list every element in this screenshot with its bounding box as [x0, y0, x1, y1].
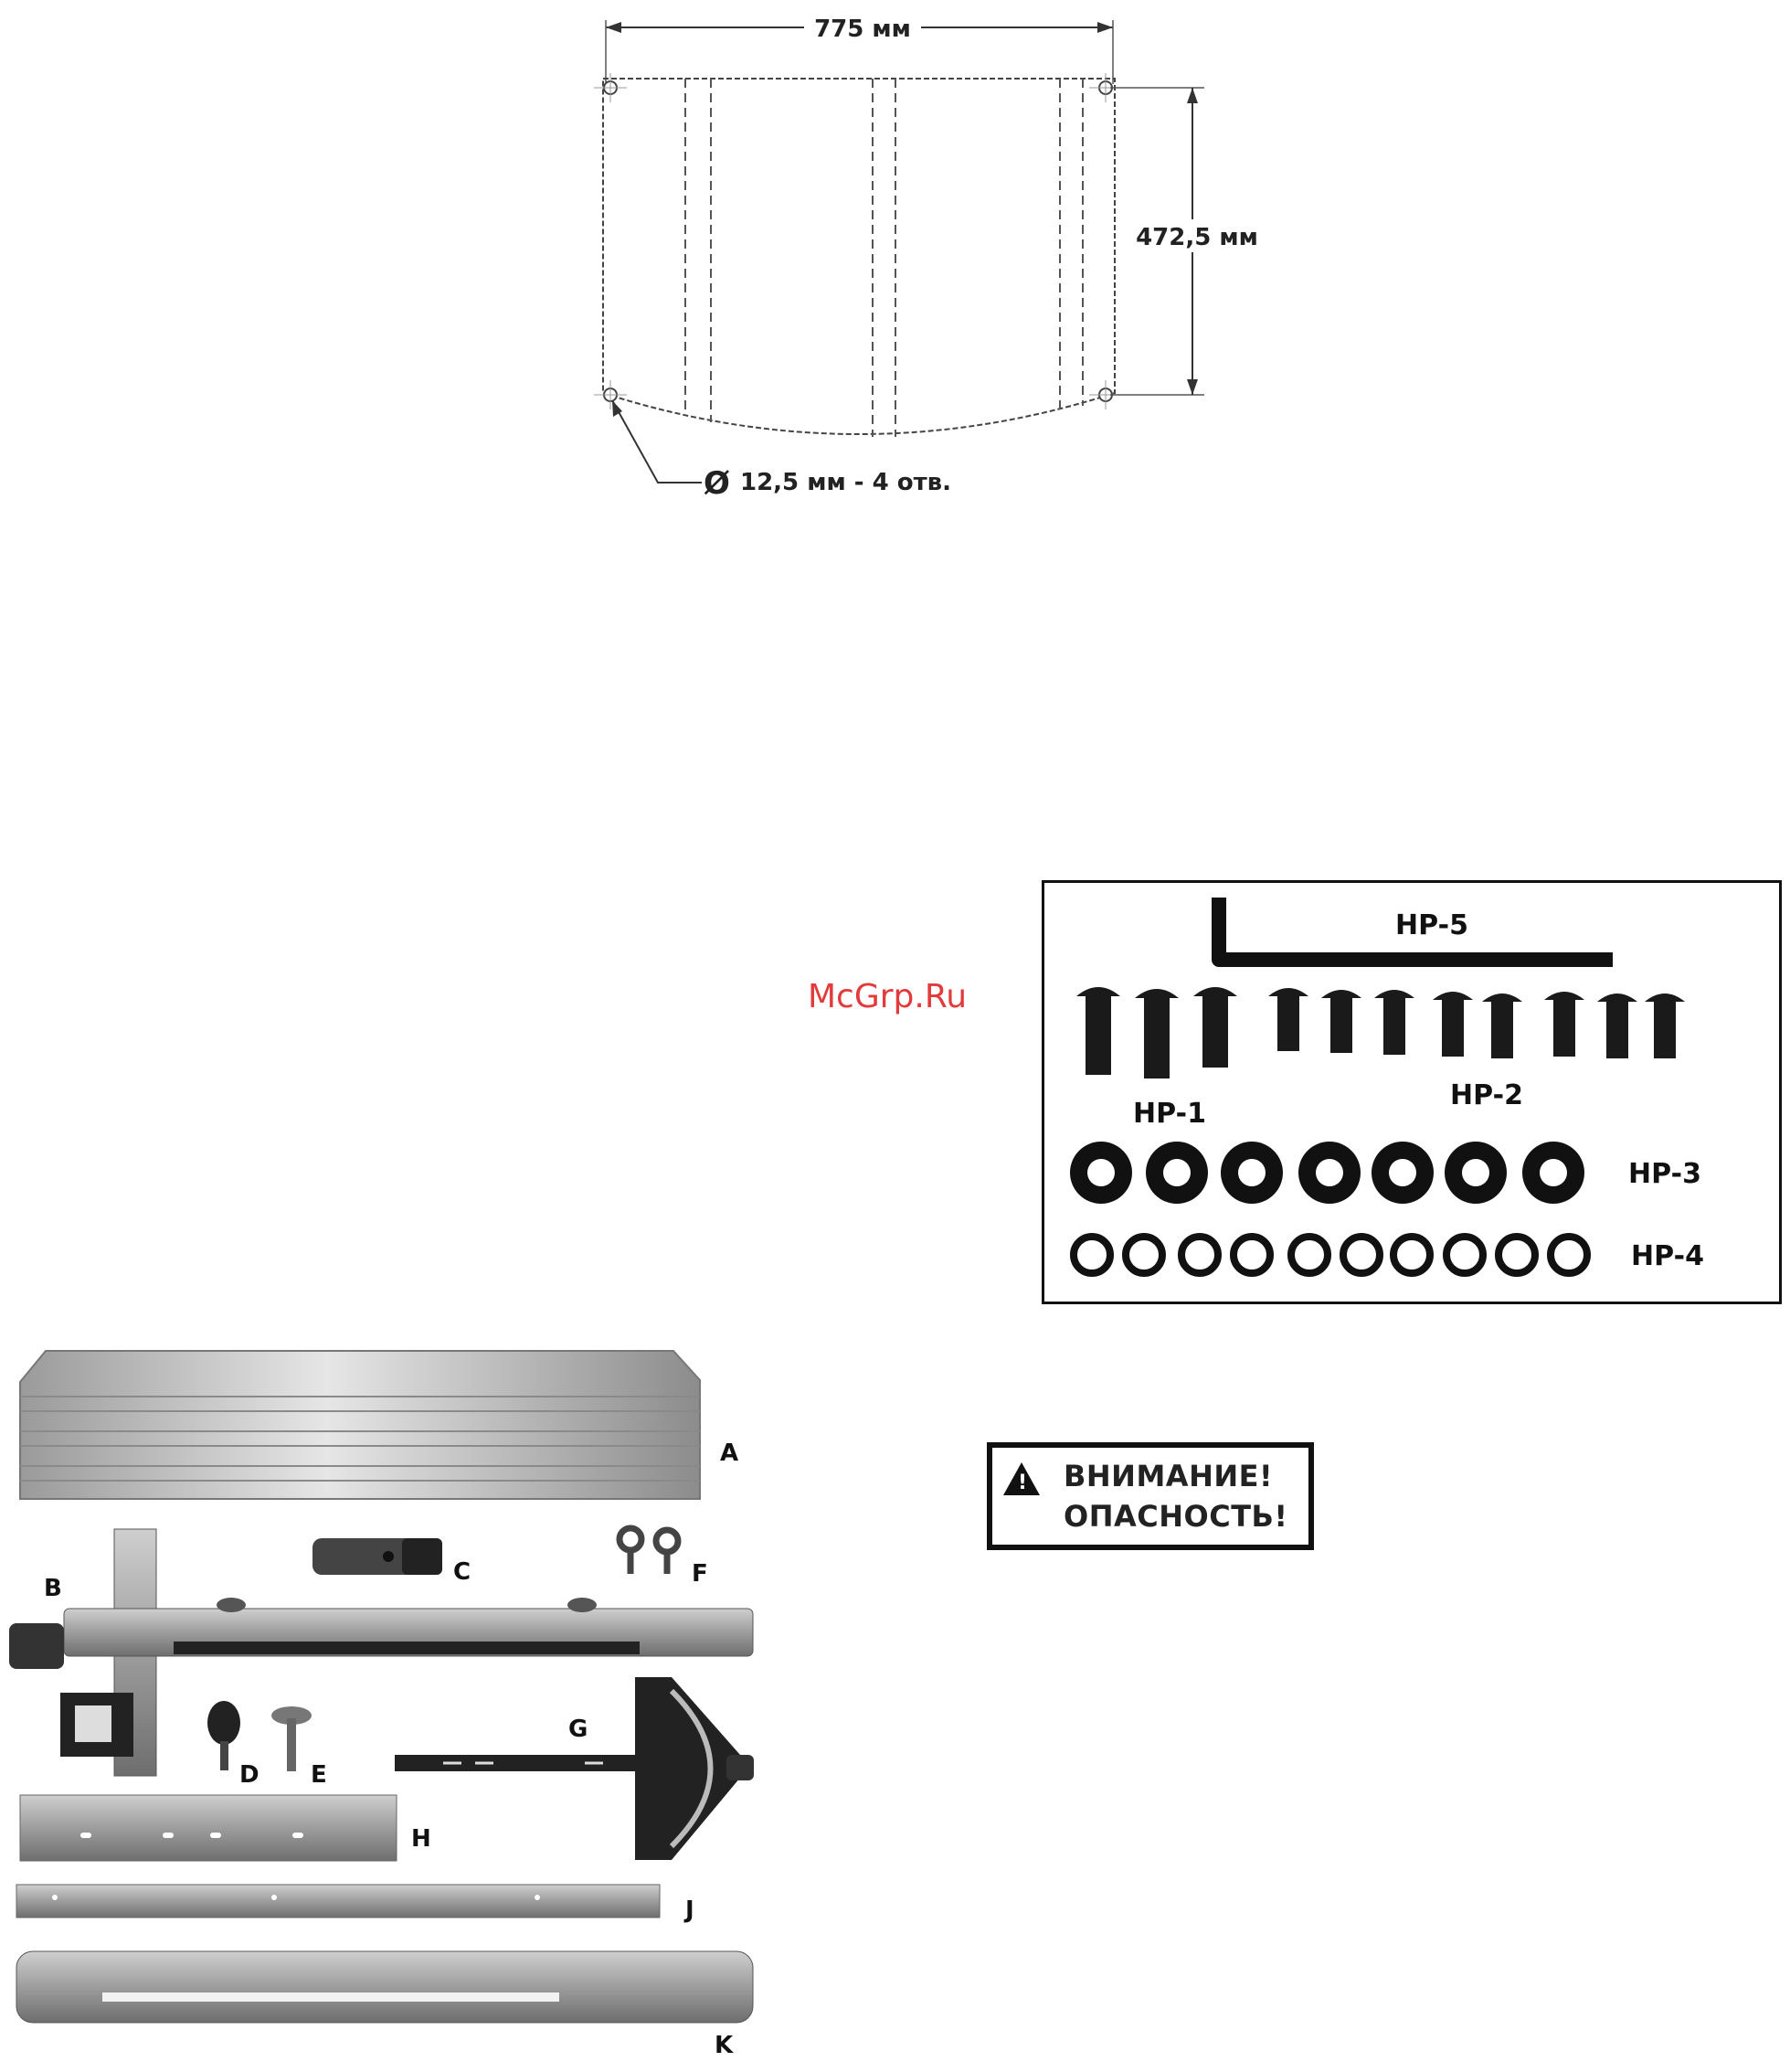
hp2-label: HP-2: [1450, 1079, 1523, 1111]
holes-callout: 12,5 мм - 4 отв.: [740, 469, 952, 496]
width-dimension: 775 мм: [814, 16, 911, 43]
part-j-label: J: [685, 1897, 694, 1924]
part-h-label: H: [411, 1825, 431, 1853]
part-k-front-rail: [16, 1951, 753, 2023]
part-b-label: B: [44, 1575, 62, 1602]
part-e-label: E: [311, 1761, 327, 1789]
part-k-label: K: [715, 2032, 734, 2059]
hp1-label: HP-1: [1133, 1098, 1206, 1130]
part-a-extension-table: [20, 1351, 700, 1499]
part-d-knob: [207, 1701, 240, 1770]
diameter-symbol: Ø: [704, 465, 730, 502]
warning-exclamation: !: [1018, 1472, 1028, 1494]
part-f-label: F: [692, 1560, 708, 1588]
part-d-label: D: [239, 1761, 259, 1789]
part-g-label: G: [568, 1716, 588, 1743]
hp3-label: HP-3: [1628, 1158, 1701, 1190]
part-f-eye-bolts: [620, 1528, 678, 1574]
warning-line-2: ОПАСНОСТЬ!: [1064, 1499, 1288, 1534]
part-a-label: A: [720, 1440, 739, 1467]
part-c-sleeve: [312, 1538, 442, 1575]
warning-line-1: ВНИМАНИЕ!: [1064, 1459, 1274, 1493]
watermark-text: McGrp.Ru: [808, 978, 968, 1015]
hp4-label: HP-4: [1631, 1240, 1704, 1272]
part-e-thumb-screw: [271, 1706, 312, 1771]
part-j-rail: [16, 1885, 660, 1918]
height-dimension: 472,5 мм: [1136, 224, 1258, 251]
part-c-label: C: [453, 1558, 471, 1586]
hp5-label: HP-5: [1395, 909, 1468, 941]
part-g-miter-gauge: [395, 1677, 754, 1860]
part-h-rail: [20, 1795, 397, 1861]
